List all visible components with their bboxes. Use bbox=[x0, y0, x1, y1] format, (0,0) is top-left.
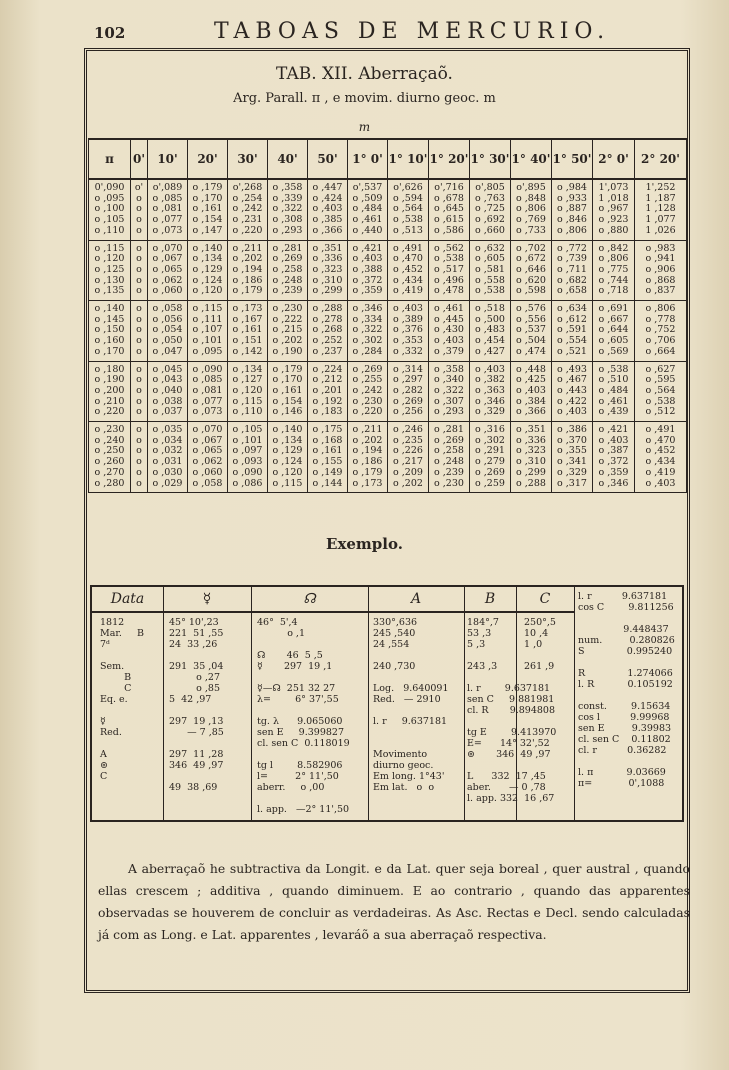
table-cell: o ,140 o ,134 o ,129 o ,124 o ,120 bbox=[188, 240, 228, 301]
table-cell: o',089 o ,085 o ,081 o ,077 o ,073 bbox=[148, 179, 188, 240]
column-header: 20' bbox=[188, 139, 228, 179]
table-row-group bbox=[89, 240, 687, 301]
table-cell: 1',073 1 ,018 o ,967 o ,923 o ,880 bbox=[593, 179, 635, 240]
column-header: 10' bbox=[148, 139, 188, 179]
example-grid bbox=[90, 585, 684, 822]
table-cell: o',537 o ,509 o ,484 o ,461 o ,440 bbox=[348, 179, 388, 240]
col-a-head: A bbox=[368, 587, 464, 613]
table-cell: o o o o o bbox=[131, 301, 148, 362]
table-cell: o ,058 o ,056 o ,054 o ,050 o ,047 bbox=[148, 301, 188, 362]
column-header: 2° 20' bbox=[635, 139, 687, 179]
m-label: m bbox=[358, 120, 371, 134]
table-cell: o ,246 o ,235 o ,226 o ,217 o ,209 o ,202 bbox=[388, 422, 429, 493]
col-data bbox=[92, 587, 164, 820]
column-header: 30' bbox=[228, 139, 268, 179]
column-header: 1° 50' bbox=[552, 139, 593, 179]
table-cell: o ,386 o ,370 o ,355 o ,341 o ,329 o ,317 bbox=[552, 422, 593, 493]
column-header: 1° 20' bbox=[429, 139, 470, 179]
table-header-row bbox=[89, 139, 687, 179]
col-a bbox=[368, 587, 465, 820]
table-cell: o ,702 o ,672 o ,646 o ,620 o ,598 bbox=[511, 240, 552, 301]
table-cell: o o o o o bbox=[131, 361, 148, 422]
aberration-table bbox=[88, 138, 687, 493]
table-cell: o ,070 o ,067 o ,065 o ,062 o ,060 o ,058 bbox=[188, 422, 228, 493]
table-cell: o ,090 o ,085 o ,081 o ,077 o ,073 bbox=[188, 361, 228, 422]
table-row-group bbox=[89, 361, 687, 422]
col-mercury-rows: 45° 10',23 221 51 ,55 24 33 ,26 291 35 ,04 o ,27 o ,85 5 42 ,97 297 19 ,13 — 7 ,85 297 11 ,28 346 49 ,97 49 38 ,69 bbox=[169, 617, 224, 793]
col-a-rows: 330°,636 245 ,540 24 ,554 240 ,730 Log. 9.640091 Red. — 2910 l. r 9.637181 Movimento diurno geoc. Em long. 1°43' Em lat. o o bbox=[373, 617, 449, 793]
table-cell: o ,173 o ,167 o ,161 o ,151 o ,142 bbox=[228, 301, 268, 362]
exemplo-title: Exemplo. bbox=[326, 535, 403, 553]
col-mercury bbox=[163, 587, 252, 820]
table-cell: o ,447 o ,424 o ,403 o ,385 o ,366 bbox=[308, 179, 348, 240]
col-c-head: C bbox=[516, 587, 574, 613]
table-row-group bbox=[89, 301, 687, 362]
table-cell: o ,269 o ,255 o ,242 o ,230 o ,220 bbox=[348, 361, 388, 422]
table-cell: o ,179 o ,170 o ,161 o ,154 o ,147 bbox=[188, 179, 228, 240]
table-cell: o ,403 o ,382 o ,363 o ,346 o ,329 bbox=[470, 361, 511, 422]
table-cell: o ,518 o ,500 o ,483 o ,454 o ,427 bbox=[470, 301, 511, 362]
table-cell: o ,691 o ,667 o ,644 o ,605 o ,569 bbox=[593, 301, 635, 362]
column-header: 0' bbox=[131, 139, 148, 179]
table-body bbox=[89, 179, 687, 493]
col-data-rows: 1812 Mar. B 7ᵈ Sem. B C Eq. e. ☿ Red. A ⊚ C bbox=[100, 617, 144, 782]
table-title: TAB. XII. Aberraçaõ. bbox=[276, 64, 453, 84]
table-cell: o ,140 o ,134 o ,129 o ,124 o ,120 o ,115 bbox=[268, 422, 308, 493]
table-cell: o ,134 o ,127 o ,120 o ,115 o ,110 bbox=[228, 361, 268, 422]
table-cell: o ,493 o ,467 o ,443 o ,422 o ,403 bbox=[552, 361, 593, 422]
table-cell: o',268 o ,254 o ,242 o ,231 o ,220 bbox=[228, 179, 268, 240]
column-header: 1° 40' bbox=[511, 139, 552, 179]
column-header: 40' bbox=[268, 139, 308, 179]
table-cell: o ,448 o ,425 o ,403 o ,384 o ,366 bbox=[511, 361, 552, 422]
table-cell: o ,627 o ,595 o ,564 o ,538 o ,512 bbox=[635, 361, 687, 422]
col-b-head: B bbox=[464, 587, 516, 613]
table-cell: o ,179 o ,170 o ,161 o ,154 o ,146 bbox=[268, 361, 308, 422]
column-header: 50' bbox=[308, 139, 348, 179]
table-cell: o ,211 o ,202 o ,194 o ,186 o ,179 o ,173 bbox=[348, 422, 388, 493]
note-paragraph bbox=[98, 858, 690, 946]
table-cell: o ,351 o ,336 o ,323 o ,310 o ,299 bbox=[308, 240, 348, 301]
table-cell: o ,538 o ,510 o ,484 o ,461 o ,439 bbox=[593, 361, 635, 422]
col-log bbox=[574, 587, 682, 820]
table-cell: o ,351 o ,336 o ,323 o ,310 o ,299 o ,288 bbox=[511, 422, 552, 493]
table-cell: o ,983 o ,941 o ,906 o ,868 o ,837 bbox=[635, 240, 687, 301]
table-cell: o ,358 o ,340 o ,322 o ,307 o ,293 bbox=[429, 361, 470, 422]
col-node bbox=[251, 587, 369, 820]
column-header: 1° 30' bbox=[470, 139, 511, 179]
argument-line: Arg. Parall. π , e movim. diurno geoc. m bbox=[233, 91, 496, 106]
table-cell: o o o o o o bbox=[131, 422, 148, 493]
table-cell: o ,403 o ,389 o ,376 o ,353 o ,332 bbox=[388, 301, 429, 362]
table-cell: o ,140 o ,145 o ,150 o ,160 o ,170 bbox=[89, 301, 131, 362]
table-cell: o ,562 o ,538 o ,517 o ,496 o ,478 bbox=[429, 240, 470, 301]
table-cell: o o o o o bbox=[131, 240, 148, 301]
table-cell: o',805 o ,763 o ,725 o ,692 o ,660 bbox=[470, 179, 511, 240]
table-cell: o ,105 o ,101 o ,097 o ,093 o ,090 o ,086 bbox=[228, 422, 268, 493]
col-log-rows: l. r 9.637181 cos C 9.811256 9.448437 num. 0.280826 S 0.995240 R 1.274066 l. R 0.105192 const. 9.15634 cos l 9.99968 sen E 9.39983 cl. sen C 0.11802 cl. r 0.36282 l. π 9.03669 π= 0',1088 bbox=[578, 591, 675, 789]
table-cell: o ,211 o ,202 o ,194 o ,186 o ,179 bbox=[228, 240, 268, 301]
table-cell: o ,634 o ,612 o ,591 o ,554 o ,521 bbox=[552, 301, 593, 362]
note-text: A aberraçaõ he subtractiva da Longit. e da Lat. quer seja boreal , quer austral , quando ellas crescem ; additiva , quando diminuem. E ao contrario , quando das apparentes observadas se houverem de concluir as verdadeiras. As Asc. Rectas e Decl. sendo calculadas já com as Long. e Lat. apparentes , levaráõ a sua aberraçaõ respectiva. bbox=[98, 861, 690, 942]
table-cell: o',895 o ,848 o ,806 o ,769 o ,733 bbox=[511, 179, 552, 240]
table-cell: 1',252 1 ,187 1 ,128 1 ,077 1 ,026 bbox=[635, 179, 687, 240]
table-cell: o ,281 o ,269 o ,258 o ,248 o ,239 o ,230 bbox=[429, 422, 470, 493]
table-row-group bbox=[89, 179, 687, 240]
table-cell: o ,576 o ,556 o ,537 o ,504 o ,474 bbox=[511, 301, 552, 362]
table-cell: o ,230 o ,240 o ,250 o ,260 o ,270 o ,280 bbox=[89, 422, 131, 493]
table-cell: o ,115 o ,120 o ,125 o ,130 o ,135 bbox=[89, 240, 131, 301]
page-header bbox=[94, 16, 694, 46]
table-cell: o ,316 o ,302 o ,291 o ,279 o ,269 o ,259 bbox=[470, 422, 511, 493]
column-header: 2° 0' bbox=[593, 139, 635, 179]
table-cell: o ,346 o ,334 o ,322 o ,302 o ,284 bbox=[348, 301, 388, 362]
col-node-head: ☊ bbox=[251, 587, 368, 613]
col-data-head: Data bbox=[92, 587, 163, 613]
table-cell: o ,288 o ,278 o ,268 o ,252 o ,237 bbox=[308, 301, 348, 362]
table-cell: o ,115 o ,111 o ,107 o ,101 o ,095 bbox=[188, 301, 228, 362]
table-cell: o ,491 o ,470 o ,452 o ,434 o ,419 o ,403 bbox=[635, 422, 687, 493]
table-cell: o ,358 o ,339 o ,322 o ,308 o ,293 bbox=[268, 179, 308, 240]
table-cell: o ,070 o ,067 o ,065 o ,062 o ,060 bbox=[148, 240, 188, 301]
table-cell: o ,230 o ,222 o ,215 o ,202 o ,190 bbox=[268, 301, 308, 362]
table-cell: o ,421 o ,403 o ,388 o ,372 o ,359 bbox=[348, 240, 388, 301]
table-cell: o ,984 o ,933 o ,887 o ,846 o ,806 bbox=[552, 179, 593, 240]
table-cell: o ,281 o ,269 o ,258 o ,248 o ,239 bbox=[268, 240, 308, 301]
table-cell: 0',090 o ,095 o ,100 o ,105 o ,110 bbox=[89, 179, 131, 240]
running-title: TABOAS DE MERCURIO. bbox=[214, 19, 611, 44]
table-cell: o ,224 o ,212 o ,201 o ,192 o ,183 bbox=[308, 361, 348, 422]
table-cell: o ,180 o ,190 o ,200 o ,210 o ,220 bbox=[89, 361, 131, 422]
table-cell: o ,314 o ,297 o ,282 o ,269 o ,256 bbox=[388, 361, 429, 422]
table-cell: o ,035 o ,034 o ,032 o ,031 o ,030 o ,029 bbox=[148, 422, 188, 493]
col-b-rows: 184°,7 53 ,3 5 ,3 243 ,3 l. r 9.637181 sen C 9.881981 cl. R 9.894808 tg E 9.413970 E= 14° 32',52 ⊚ 346 49 ,97 L 332 17 ,45 aber. — 0 ,78 l. app. 332 16 ,67 bbox=[467, 617, 557, 804]
table-cell: o ,772 o ,739 o ,711 o ,682 o ,658 bbox=[552, 240, 593, 301]
column-header: 1° 0' bbox=[348, 139, 388, 179]
col-c-rows: 250°,5 10 ,4 1 ,0 261 ,9 bbox=[524, 617, 556, 672]
table-cell: o ,491 o ,470 o ,452 o ,434 o ,419 bbox=[388, 240, 429, 301]
table-row-group bbox=[89, 422, 687, 493]
table-cell: o' o o o o bbox=[131, 179, 148, 240]
table-cell: o ,461 o ,445 o ,430 o ,403 o ,379 bbox=[429, 301, 470, 362]
table-cell: o ,632 o ,605 o ,581 o ,558 o ,538 bbox=[470, 240, 511, 301]
col-mercury-head: ☿ bbox=[163, 587, 251, 613]
table-cell: o',716 o ,678 o ,645 o ,615 o ,586 bbox=[429, 179, 470, 240]
table-cell: o',626 o ,594 o ,564 o ,538 o ,513 bbox=[388, 179, 429, 240]
column-header: π bbox=[89, 139, 131, 179]
page-number: 102 bbox=[94, 24, 126, 42]
table-cell: o ,421 o ,403 o ,387 o ,372 o ,359 o ,346 bbox=[593, 422, 635, 493]
col-node-rows: 46° 5',4 o ,1 ☊ 46 5 ,5 ☿ 297 19 ,1 ☿—☊ 251 32 27 λ= 6° 37',55 tg. λ 9.065060 sen E 9.399827 cl. sen C 0.118019 tg l 8.582906 l= 2° 11',50 aberr. o ,00 l. app. —2° 11',50 bbox=[257, 617, 350, 815]
table-cell: o ,175 o ,168 o ,161 o ,155 o ,149 o ,144 bbox=[308, 422, 348, 493]
table-cell: o ,045 o ,043 o ,040 o ,038 o ,037 bbox=[148, 361, 188, 422]
column-header: 1° 10' bbox=[388, 139, 429, 179]
table-cell: o ,806 o ,778 o ,752 o ,706 o ,664 bbox=[635, 301, 687, 362]
table-cell: o ,842 o ,806 o ,775 o ,744 o ,718 bbox=[593, 240, 635, 301]
